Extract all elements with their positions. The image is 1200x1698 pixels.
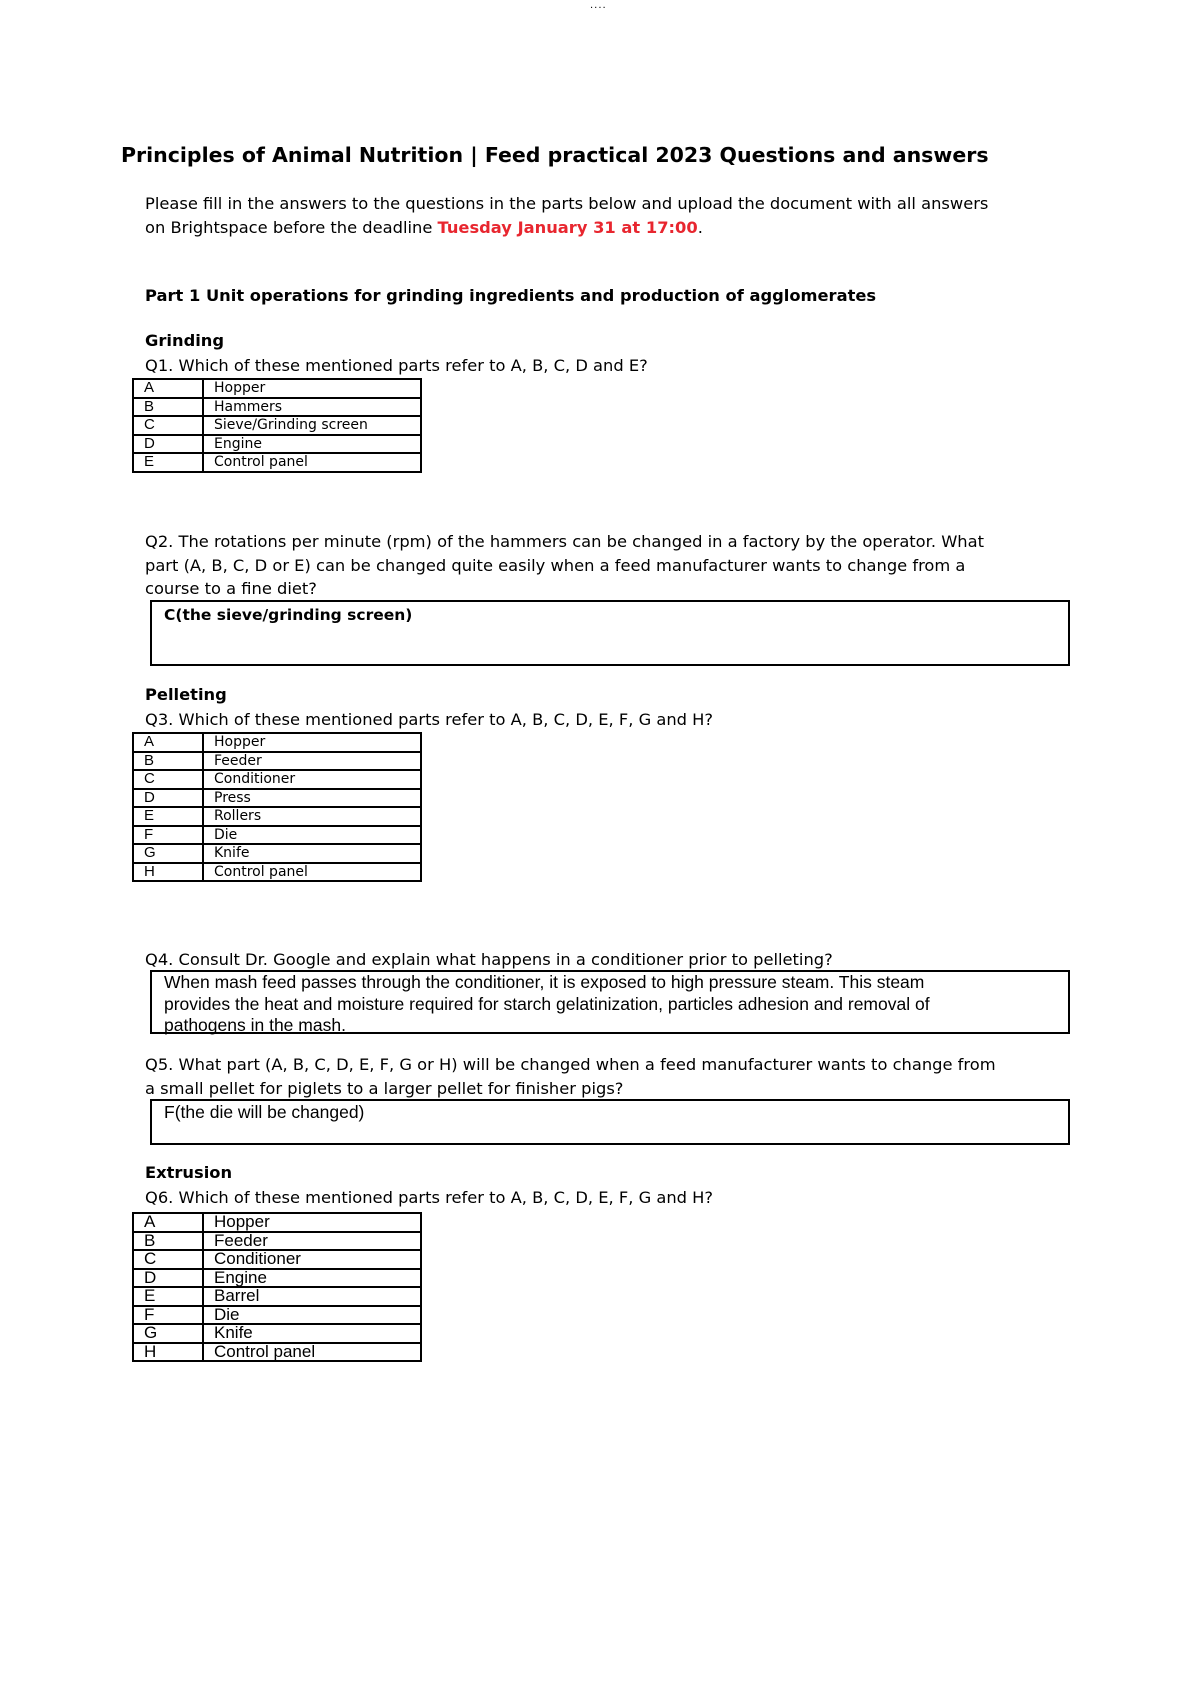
part-value: Engine xyxy=(203,1269,421,1288)
document-title: Principles of Animal Nutrition | Feed practical 2023 Questions and answers xyxy=(121,143,989,167)
q2-line-1: Q2. The rotations per minute (rpm) of the hammers can be changed in a factory by the operator. What xyxy=(145,532,984,551)
table-row xyxy=(133,453,421,472)
deadline-text: Tuesday January 31 at 17:00 xyxy=(437,217,698,237)
table-row xyxy=(133,1232,421,1251)
part-value: Sieve/Grinding screen xyxy=(203,416,421,435)
part-key: E xyxy=(133,1287,203,1306)
table-row xyxy=(133,416,421,435)
q2-text xyxy=(145,530,984,601)
table-row xyxy=(133,826,421,845)
part-value: Rollers xyxy=(203,807,421,826)
q4-answer-box[interactable] xyxy=(150,970,1070,1034)
part-value: Hammers xyxy=(203,398,421,417)
table-row xyxy=(133,1343,421,1362)
part-value: Conditioner xyxy=(203,1250,421,1269)
part-key: C xyxy=(133,416,203,435)
q5-answer-box[interactable] xyxy=(150,1099,1070,1145)
table-row xyxy=(133,844,421,863)
table-row xyxy=(133,807,421,826)
part-key: D xyxy=(133,789,203,808)
part-key: B xyxy=(133,752,203,771)
q6-text: Q6. Which of these mentioned parts refer to A, B, C, D, E, F, G and H? xyxy=(145,1188,714,1207)
intro-line-1: Please fill in the answers to the questions in the parts below and upload the document with all answers xyxy=(145,194,989,213)
table-row xyxy=(133,379,421,398)
part-value: Hopper xyxy=(203,379,421,398)
part-value: Hopper xyxy=(203,733,421,752)
table-row xyxy=(133,398,421,417)
q5-line-2: a small pellet for piglets to a larger pellet for finisher pigs? xyxy=(145,1078,624,1098)
part-key: G xyxy=(133,844,203,863)
q5-line-1: Q5. What part (A, B, C, D, E, F, G or H) will be changed when a feed manufacturer wants to change from xyxy=(145,1055,996,1074)
part-key: A xyxy=(133,379,203,398)
header-mark: .... xyxy=(590,0,607,11)
q5-answer: F(the die will be changed) xyxy=(164,1102,365,1122)
pelleting-heading: Pelleting xyxy=(145,685,227,704)
q3-text: Q3. Which of these mentioned parts refer to A, B, C, D, E, F, G and H? xyxy=(145,710,714,729)
extrusion-parts-table xyxy=(132,1212,422,1362)
part-value: Feeder xyxy=(203,1232,421,1251)
part-key: B xyxy=(133,398,203,417)
q4-answer-line-1: When mash feed passes through the conditioner, it is exposed to high pressure steam. This steam xyxy=(164,972,925,992)
part-value: Die xyxy=(203,1306,421,1325)
table-row xyxy=(133,1269,421,1288)
part-key: C xyxy=(133,770,203,789)
table-row xyxy=(133,789,421,808)
part-value: Control panel xyxy=(203,1343,421,1362)
part-value: Knife xyxy=(203,844,421,863)
part-value: Barrel xyxy=(203,1287,421,1306)
q1-text: Q1. Which of these mentioned parts refer to A, B, C, D and E? xyxy=(145,356,648,375)
part-key: B xyxy=(133,1232,203,1251)
q2-line-3: course to a fine diet? xyxy=(145,579,317,598)
part-value: Die xyxy=(203,826,421,845)
part-key: E xyxy=(133,807,203,826)
q4-answer xyxy=(164,972,930,1037)
part-value: Control panel xyxy=(203,863,421,882)
grinding-parts-table xyxy=(132,378,422,473)
part-value: Knife xyxy=(203,1324,421,1343)
part-value: Engine xyxy=(203,435,421,454)
intro-line-2-suffix: . xyxy=(697,217,703,237)
q5-text xyxy=(145,1053,996,1100)
table-row xyxy=(133,1306,421,1325)
q2-answer-box[interactable] xyxy=(150,600,1070,666)
table-row xyxy=(133,1213,421,1232)
q4-answer-line-2: provides the heat and moisture required for starch gelatinization, particles adhesion and removal of xyxy=(164,993,930,1014)
part-key: D xyxy=(133,1269,203,1288)
table-row xyxy=(133,435,421,454)
extrusion-heading: Extrusion xyxy=(145,1163,233,1182)
part-key: G xyxy=(133,1324,203,1343)
pelleting-parts-table xyxy=(132,732,422,882)
part-value: Hopper xyxy=(203,1213,421,1232)
table-row xyxy=(133,1250,421,1269)
part-key: C xyxy=(133,1250,203,1269)
q4-answer-line-3: pathogens in the mash. xyxy=(164,1015,346,1035)
grinding-heading: Grinding xyxy=(145,331,225,350)
table-row xyxy=(133,770,421,789)
part-key: F xyxy=(133,826,203,845)
table-row xyxy=(133,752,421,771)
part-key: A xyxy=(133,733,203,752)
part-key: A xyxy=(133,1213,203,1232)
table-row xyxy=(133,733,421,752)
table-row xyxy=(133,863,421,882)
part-value: Press xyxy=(203,789,421,808)
intro-paragraph xyxy=(145,192,988,239)
part-key: F xyxy=(133,1306,203,1325)
q2-answer: C(the sieve/grinding screen) xyxy=(164,606,413,624)
part-key: H xyxy=(133,863,203,882)
part-value: Feeder xyxy=(203,752,421,771)
part1-heading: Part 1 Unit operations for grinding ingredients and production of agglomerates xyxy=(145,286,877,305)
part-key: D xyxy=(133,435,203,454)
q2-line-2: part (A, B, C, D or E) can be changed quite easily when a feed manufacturer wants to change from a xyxy=(145,555,966,575)
part-value: Control panel xyxy=(203,453,421,472)
table-row xyxy=(133,1287,421,1306)
table-row xyxy=(133,1324,421,1343)
intro-line-2 xyxy=(145,216,988,240)
q4-text: Q4. Consult Dr. Google and explain what happens in a conditioner prior to pelleting? xyxy=(145,950,833,969)
intro-line-2-prefix: on Brightspace before the deadline xyxy=(145,217,438,237)
part-key: H xyxy=(133,1343,203,1362)
part-key: E xyxy=(133,453,203,472)
part-value: Conditioner xyxy=(203,770,421,789)
